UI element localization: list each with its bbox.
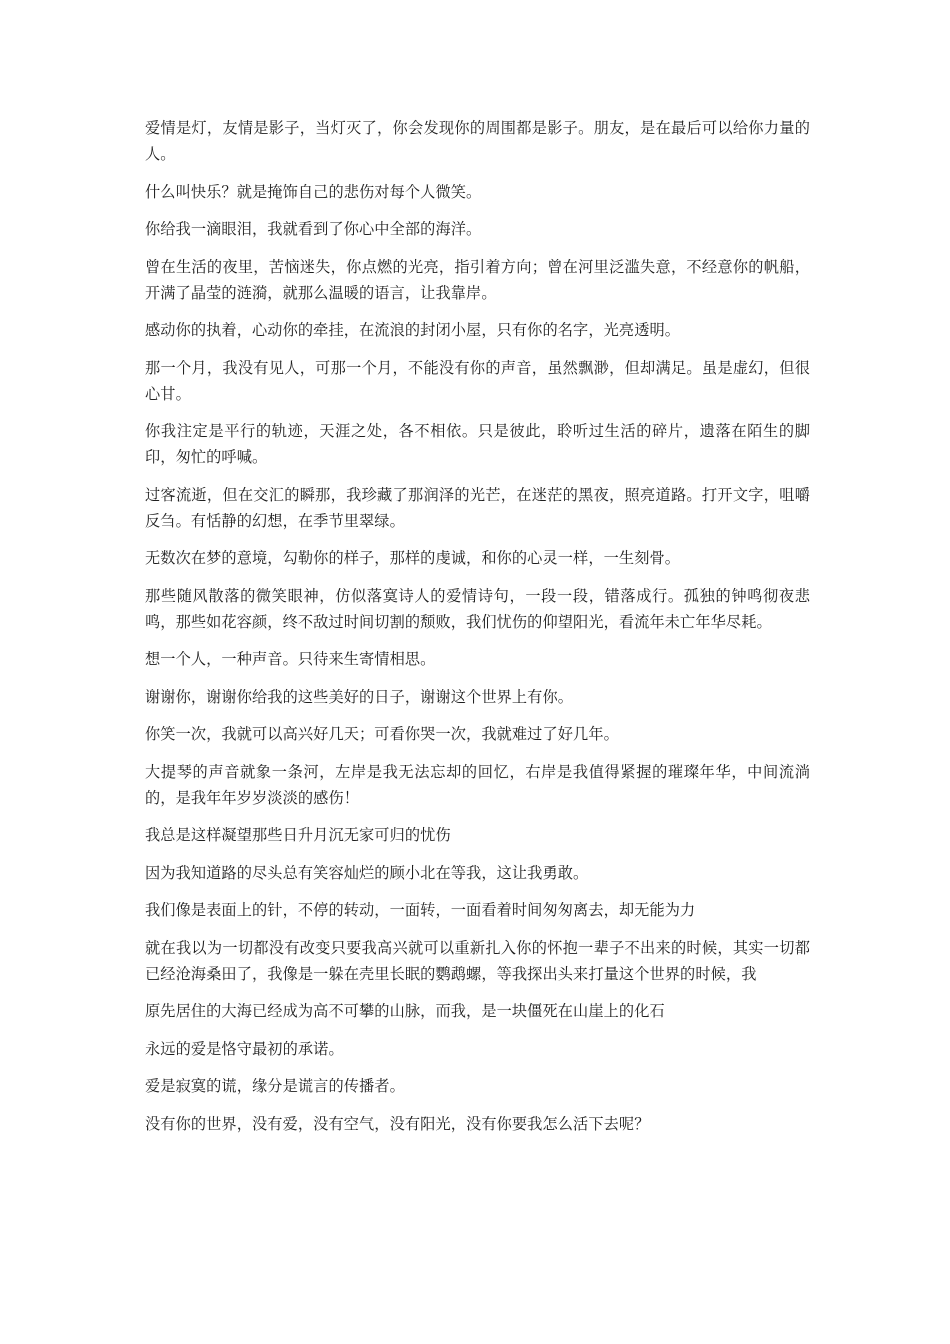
paragraph-18: 就在我以为一切都没有改变只要我高兴就可以重新扎入你的怀抱一辈子不出来的时候，其实一切都已经沧海桑田了，我像是一躲在壳里长眠的鹦鹉螺，等我探出头来打量这个世界的时候，我 [145, 938, 810, 983]
paragraph-1: 爱情是灯，友情是影子，当灯灭了，你会发现你的周围都是影子。朋友，是在最后可以给你力量的人。 [145, 119, 810, 163]
paragraph-5: 感动你的执着，心动你的牵挂，在流浪的封闭小屋，只有你的名字，光亮透明。 [145, 321, 681, 339]
paragraph-6: 那一个月，我没有见人，可那一个月，不能没有你的声音，虽然飘渺，但却满足。虽是虚幻，但很心甘。 [145, 358, 810, 403]
paragraph-17: 我们像是表面上的针，不停的转动，一面转，一面看着时间匆匆离去，却无能为力 [145, 901, 696, 919]
paragraph-2: 什么叫快乐？就是掩饰自己的悲伤对每个人微笑。 [145, 182, 482, 201]
paragraph-7: 你我注定是平行的轨迹，天涯之处，各不相依。只是彼此，聆听过生活的碎片，遗落在陌生的脚印，匆忙的呼喊。 [145, 422, 810, 466]
paragraph-14: 大提琴的声音就象一条河，左岸是我无法忘却的回忆，右岸是我值得紧握的璀璨年华，中间流淌的，是我年年岁岁淡淡的感伤！ [145, 762, 810, 807]
paragraph-16: 因为我知道路的尽头总有笑容灿烂的顾小北在等我，这让我勇敢。 [145, 863, 589, 882]
paragraph-21: 爱是寂寞的谎，缘分是谎言的传播者。 [145, 1077, 405, 1095]
paragraph-22: 没有你的世界，没有爱，没有空气，没有阳光，没有你要我怎么活下去呢？ [145, 1114, 650, 1133]
paragraph-15: 我总是这样凝望那些日升月沉无家可归的忧伤 [145, 826, 451, 844]
paragraph-8: 过客流逝，但在交汇的瞬那，我珍藏了那润泽的光芒，在迷茫的黑夜，照亮道路。打开文字，咀嚼反刍。有恬静的幻想，在季节里翠绿。 [145, 485, 810, 530]
paragraph-4: 曾在生活的夜里，苦恼迷失，你点燃的光亮，指引着方向；曾在河里泛滥失意，不经意你的帆船，开满了晶莹的涟漪，就那么温暖的语言，让我靠岸。 [145, 257, 810, 302]
paragraph-10: 那些随风散落的微笑眼神，仿似落寞诗人的爱情诗句，一段一段，错落成行。孤独的钟鸣彻夜悲鸣，那些如花容颜，终不敌过时间切割的颓败，我们忧伤的仰望阳光，看流年未亡年华尽耗。 [145, 586, 810, 631]
paragraph-13: 你笑一次，我就可以高兴好几天；可看你哭一次，我就难过了好几年。 [145, 725, 619, 743]
paragraph-3: 你给我一滴眼泪，我就看到了你心中全部的海洋。 [145, 220, 482, 238]
document-body [145, 115, 810, 1148]
paragraph-19: 原先居住的大海已经成为高不可攀的山脉，而我，是一块僵死在山崖上的化石 [145, 1002, 665, 1020]
paragraph-20: 永远的爱是恪守最初的承诺。 [145, 1039, 344, 1058]
paragraph-9: 无数次在梦的意境，勾勒你的样子，那样的虔诚，和你的心灵一样，一生刻骨。 [145, 549, 681, 567]
paragraph-11: 想一个人，一种声音。只待来生寄情相思。 [145, 650, 436, 668]
paragraph-12: 谢谢你，谢谢你给我的这些美好的日子，谢谢这个世界上有你。 [145, 687, 574, 706]
